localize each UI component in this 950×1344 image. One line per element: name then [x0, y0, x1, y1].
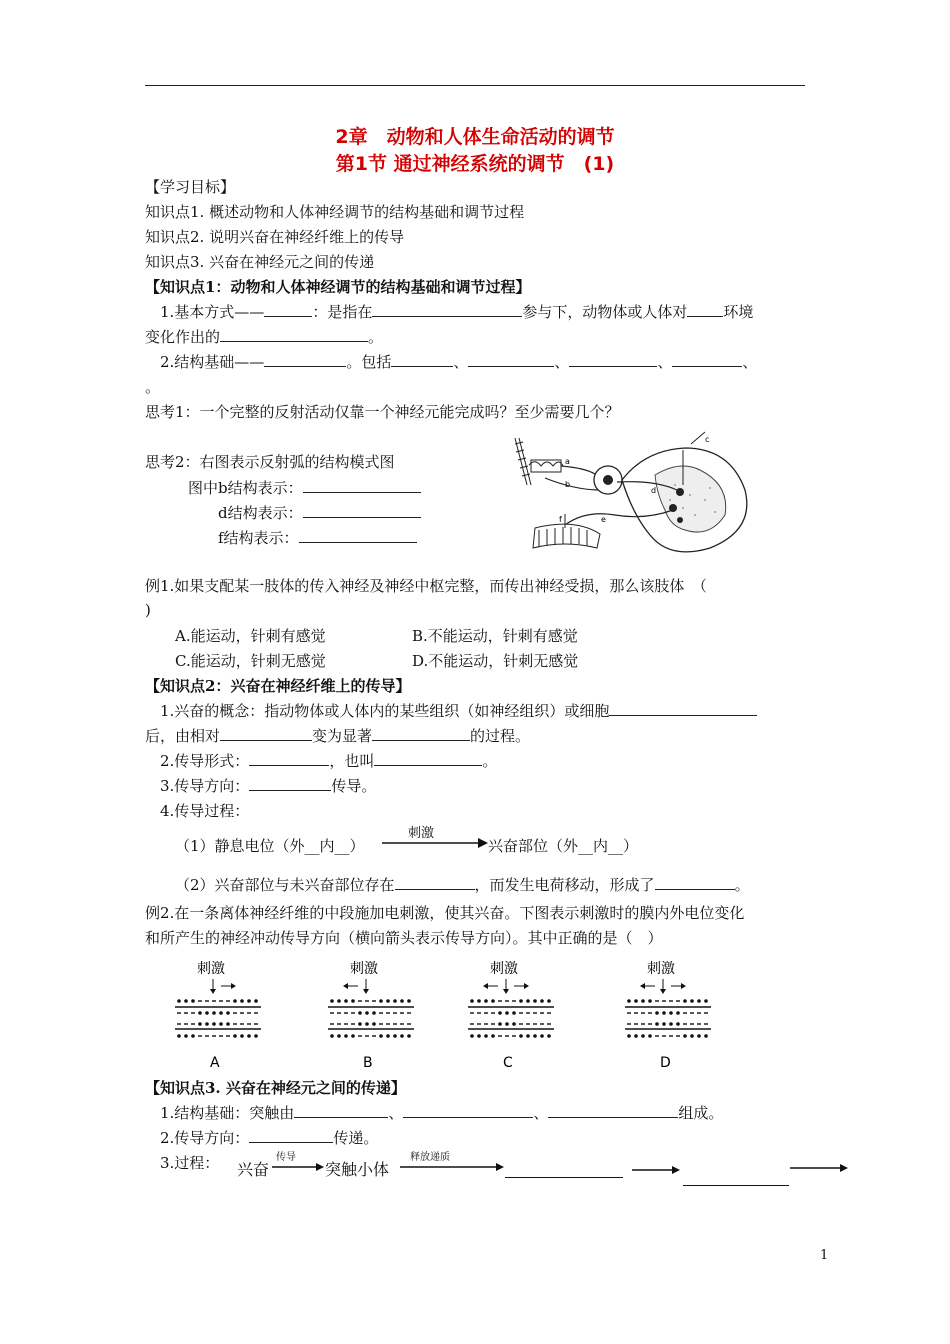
flow-arrow-4 [790, 1162, 850, 1174]
positive-charge [344, 999, 348, 1003]
objectives-heading: 【学习目标】 [145, 178, 236, 196]
positive-charge [676, 1022, 680, 1026]
positive-charge [704, 999, 708, 1003]
stimulus-down-arrowhead [363, 989, 369, 994]
blank[interactable] [220, 327, 368, 342]
positive-charge [484, 1034, 488, 1038]
left-conduction-arrowhead [640, 983, 645, 989]
right-conduction-arrowhead [681, 983, 686, 989]
stimulus-label: 刺激 [647, 961, 675, 977]
positive-charge [669, 1011, 673, 1015]
example1-stem: 例1.如果支配某一肢体的传入神经及神经中枢完整，而传出神经受损，那么该肢体 （ [145, 577, 707, 595]
blank[interactable] [264, 352, 346, 367]
positive-charge [662, 1011, 666, 1015]
stimulus-down-arrowhead [660, 989, 666, 994]
blank[interactable] [391, 352, 453, 367]
fiber-option-1 [328, 961, 414, 1071]
kp1-q1-line1: 1.基本方式—— ：是指在 参与下，动物体或人体对 环境 [160, 303, 754, 321]
flow-excitation: 兴奋 [237, 1160, 270, 1179]
positive-charge [519, 999, 523, 1003]
positive-charge [240, 1034, 244, 1038]
positive-charge [407, 1034, 411, 1038]
blank[interactable] [249, 1128, 333, 1143]
flow-arrow-2 [400, 1161, 505, 1173]
section-title: 第1节 通过神经系统的调节 (1) [335, 153, 615, 175]
label-c: c [705, 435, 710, 444]
positive-charge [533, 999, 537, 1003]
positive-charge [247, 999, 251, 1003]
positive-charge [662, 1022, 666, 1026]
blank[interactable] [672, 352, 742, 367]
positive-charge [226, 1022, 230, 1026]
example1-option-c[interactable]: C.能运动，针刺无感觉 [175, 652, 326, 670]
positive-charge [627, 1034, 631, 1038]
effector-muscle-icon [533, 514, 600, 548]
positive-charge [351, 999, 355, 1003]
stimulus-arrow-label: 刺激 [408, 826, 435, 841]
flow-arrow1-label: 传导 [276, 1152, 296, 1163]
positive-charge [498, 1011, 502, 1015]
positive-charge [512, 1022, 516, 1026]
d-structure-line: d结构表示： [218, 503, 421, 523]
blank[interactable] [249, 776, 331, 791]
think-2: 思考2：右图表示反射弧的结构模式图 [145, 453, 395, 471]
positive-charge [477, 999, 481, 1003]
blank[interactable] [687, 302, 723, 317]
positive-charge [240, 999, 244, 1003]
positive-charge [365, 1022, 369, 1026]
kp3-q3: 3.过程： [160, 1154, 220, 1172]
kp2-q2-line: 2.传导形式： ，也叫 。 [160, 752, 498, 770]
positive-charge [491, 999, 495, 1003]
objective-1: 知识点1. 概述动物和人体神经调节的结构基础和调节过程 [145, 203, 525, 221]
flow-arrow2-label: 释放递质 [410, 1152, 450, 1163]
kp2-p1-right: 兴奋部位（外__内__） [488, 837, 639, 855]
positive-charge [655, 1022, 659, 1026]
blank[interactable] [609, 701, 757, 716]
positive-charge [198, 1022, 202, 1026]
blank[interactable] [569, 352, 657, 367]
stimulus-arrow [380, 836, 490, 850]
positive-charge [400, 1034, 404, 1038]
positive-charge [372, 1022, 376, 1026]
positive-charge [247, 1034, 251, 1038]
kp1-q1-line2: 变化作出的 。 [145, 328, 384, 346]
fiber-option-2 [468, 961, 554, 1071]
positive-charge [505, 1022, 509, 1026]
kp1-q2-end: 。 [145, 378, 161, 396]
flow-synaptic-knob: 突触小体 [325, 1160, 390, 1179]
example1-option-d[interactable]: D.不能运动，针刺无感觉 [412, 652, 579, 670]
positive-charge [393, 1034, 397, 1038]
positive-charge [177, 1034, 181, 1038]
positive-charge [337, 1034, 341, 1038]
positive-charge [407, 999, 411, 1003]
positive-charge [351, 1034, 355, 1038]
positive-charge [526, 999, 530, 1003]
positive-charge [683, 1034, 687, 1038]
right-conduction-arrowhead [524, 983, 529, 989]
positive-charge [627, 999, 631, 1003]
option-label[interactable]: B [363, 1055, 373, 1071]
kp3-q2-line: 2.传导方向： 传递。 [160, 1129, 379, 1147]
objective-3: 知识点3. 兴奋在神经元之间的传递 [145, 253, 375, 271]
positive-charge [386, 999, 390, 1003]
positive-charge [648, 999, 652, 1003]
think-1: 思考1：一个完整的反射活动仅靠一个神经元能完成吗？至少需要几个？ [145, 403, 620, 421]
blank[interactable] [372, 726, 470, 741]
example1-option-b[interactable]: B.不能运动，针刺有感觉 [412, 627, 578, 645]
positive-charge [184, 1034, 188, 1038]
positive-charge [470, 1034, 474, 1038]
fiber-option-0 [175, 961, 261, 1071]
positive-charge [379, 1034, 383, 1038]
stimulus-down-arrowhead [503, 989, 509, 994]
positive-charge [540, 999, 544, 1003]
positive-charge [191, 999, 195, 1003]
positive-charge [219, 1022, 223, 1026]
positive-charge [337, 999, 341, 1003]
positive-charge [704, 1034, 708, 1038]
option-label[interactable]: C [503, 1055, 513, 1071]
blank[interactable] [395, 875, 475, 890]
positive-charge [233, 1034, 237, 1038]
positive-charge [358, 1011, 362, 1015]
positive-charge [205, 1022, 209, 1026]
kp2-p1-left: （1）静息电位（外__内__） [175, 837, 365, 855]
positive-charge [219, 1011, 223, 1015]
kp3-q1-line: 1.结构基础：突触由 、 、 组成。 [160, 1104, 724, 1122]
positive-charge [330, 999, 334, 1003]
positive-charge [634, 999, 638, 1003]
positive-charge [205, 1011, 209, 1015]
positive-charge [634, 1034, 638, 1038]
kp1-heading: 【知识点1：动物和人体神经调节的结构基础和调节过程】 [145, 278, 531, 296]
kp3-heading: 【知识点3. 兴奋在神经元之间的传递】 [145, 1079, 406, 1097]
positive-charge [533, 1034, 537, 1038]
b-structure-line: 图中b结构表示： [188, 478, 421, 498]
flow-blank-1[interactable] [505, 1177, 623, 1178]
kp2-q4: 4.传导过程： [160, 802, 250, 820]
flow-blank-2[interactable] [683, 1185, 789, 1186]
blank[interactable] [403, 1103, 533, 1118]
positive-charge [226, 1011, 230, 1015]
positive-charge [358, 1022, 362, 1026]
example1-close: ) [145, 601, 151, 619]
blank[interactable] [220, 726, 312, 741]
positive-charge [212, 1011, 216, 1015]
positive-charge [365, 1011, 369, 1015]
positive-charge [512, 1011, 516, 1015]
kp1-q2-line: 2.结构基础—— 。包括 、 、 、 、 [160, 353, 758, 371]
positive-charge [254, 999, 258, 1003]
reflex-arc-figure [505, 430, 765, 565]
positive-charge [491, 1034, 495, 1038]
stimulus-label: 刺激 [197, 961, 225, 977]
positive-charge [470, 999, 474, 1003]
label-a: a [565, 457, 570, 466]
positive-charge [540, 1034, 544, 1038]
positive-charge [676, 1011, 680, 1015]
label-d: d [651, 486, 657, 495]
right-conduction-arrowhead [231, 983, 236, 989]
stimulus-label: 刺激 [490, 961, 518, 977]
left-conduction-arrowhead [483, 983, 488, 989]
left-conduction-arrowhead [343, 983, 348, 989]
positive-charge [505, 1011, 509, 1015]
example2-line2: 和所产生的神经冲动传导方向（横向箭头表示传导方向）。其中正确的是（ ） [145, 929, 663, 947]
positive-charge [498, 1022, 502, 1026]
positive-charge [697, 1034, 701, 1038]
blank[interactable] [303, 503, 421, 518]
blank[interactable] [548, 1103, 678, 1118]
positive-charge [690, 999, 694, 1003]
positive-charge [233, 999, 237, 1003]
positive-charge [344, 1034, 348, 1038]
positive-charge [372, 1011, 376, 1015]
positive-charge [254, 1034, 258, 1038]
kp2-q1-line2: 后，由相对 变为显著 的过程。 [145, 727, 531, 745]
positive-charge [683, 999, 687, 1003]
stimulus-down-arrowhead [210, 989, 216, 994]
positive-charge [400, 999, 404, 1003]
positive-charge [697, 999, 701, 1003]
positive-charge [177, 999, 181, 1003]
positive-charge [477, 1034, 481, 1038]
chapter-title: 2章 动物和人体生命活动的调节 [335, 126, 615, 148]
positive-charge [648, 1034, 652, 1038]
positive-charge [393, 999, 397, 1003]
positive-charge [386, 1034, 390, 1038]
positive-charge [484, 999, 488, 1003]
kp2-q3-line: 3.传导方向： 传导。 [160, 777, 377, 795]
objective-2: 知识点2. 说明兴奋在神经纤维上的传导 [145, 228, 405, 246]
blank[interactable] [294, 1103, 388, 1118]
nerve-fiber-options-figure [160, 955, 730, 1075]
flow-arrow-3 [632, 1164, 682, 1176]
positive-charge [212, 1022, 216, 1026]
blank[interactable] [468, 352, 554, 367]
kp2-heading: 【知识点2：兴奋在神经纤维上的传导】 [145, 677, 411, 695]
positive-charge [330, 1034, 334, 1038]
blank[interactable] [372, 302, 522, 317]
page-number: 1 [820, 1248, 829, 1263]
positive-charge [641, 1034, 645, 1038]
positive-charge [641, 999, 645, 1003]
blank[interactable] [303, 478, 421, 493]
label-e: e [601, 515, 606, 524]
example2-line1: 例2.在一条离体神经纤维的中段施加电刺激，使其兴奋。下图表示刺激时的膜内外电位变化 [145, 904, 745, 922]
kp2-p2-line: （2）兴奋部位与未兴奋部位存在 ，而发生电荷移动，形成了 。 [175, 876, 750, 894]
blank[interactable] [655, 875, 735, 890]
positive-charge [519, 1034, 523, 1038]
positive-charge [547, 999, 551, 1003]
positive-charge [184, 999, 188, 1003]
fiber-option-3 [625, 961, 711, 1071]
positive-charge [655, 1011, 659, 1015]
option-label[interactable]: D [660, 1055, 671, 1071]
positive-charge [547, 1034, 551, 1038]
label-b: b [565, 480, 571, 489]
positive-charge [690, 1034, 694, 1038]
example1-option-a[interactable]: A.能运动，针刺有感觉 [175, 627, 326, 645]
stimulus-label: 刺激 [350, 961, 378, 977]
positive-charge [669, 1022, 673, 1026]
label-f: f [559, 515, 562, 524]
positive-charge [379, 999, 383, 1003]
header-rule [145, 85, 805, 86]
positive-charge [198, 1011, 202, 1015]
receptor-skin-icon [515, 438, 563, 485]
positive-charge [526, 1034, 530, 1038]
option-label[interactable]: A [210, 1055, 220, 1071]
blank[interactable] [374, 751, 482, 766]
f-structure-line: f结构表示： [218, 528, 417, 548]
flow-arrow-1 [272, 1161, 324, 1173]
blank[interactable] [264, 302, 312, 317]
blank[interactable] [249, 751, 329, 766]
positive-charge [191, 1034, 195, 1038]
blank[interactable] [299, 528, 417, 543]
kp2-q1-line1: 1.兴奋的概念：指动物体或人体内的某些组织（如神经组织）或细胞 [160, 701, 757, 721]
